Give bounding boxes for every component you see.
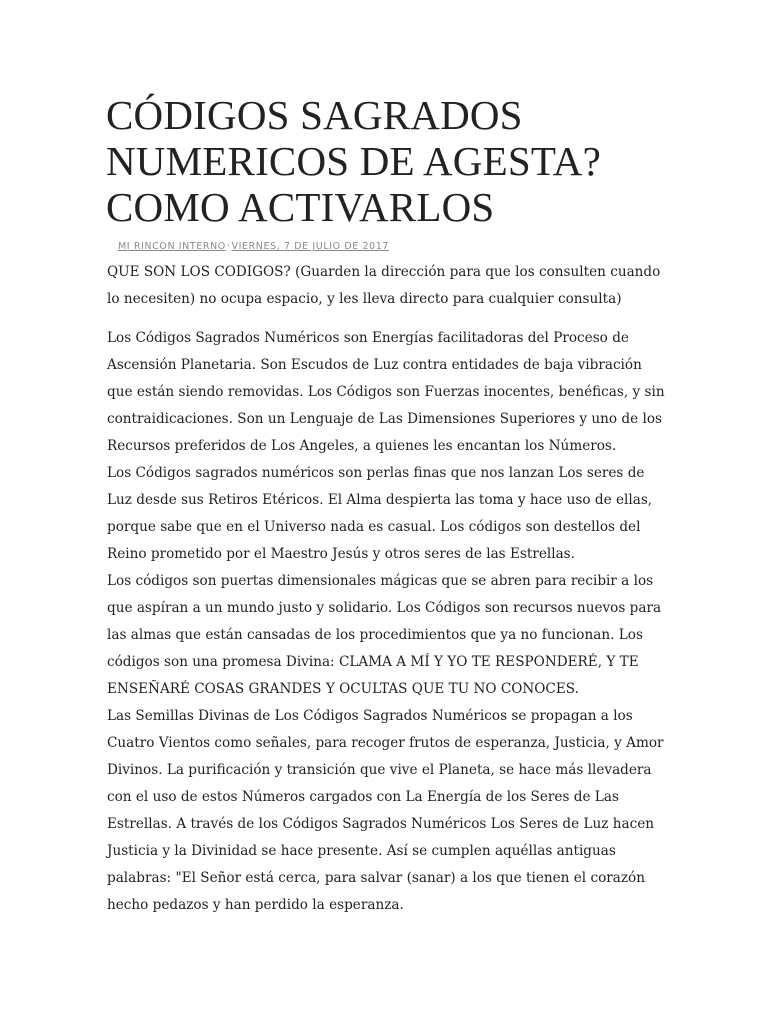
text-line: Las Semillas Divinas de Los Códigos Sagrados Numéricos se propagan a los: [107, 708, 633, 724]
author-link[interactable]: MI RINCON INTERNO: [118, 241, 226, 252]
text-line: ENSEÑARÉ COSAS GRANDES Y OCULTAS QUE TU NO CONOCES.: [107, 681, 579, 697]
text-line: Los Códigos sagrados numéricos son perlas finas que nos lanzan Los seres de: [107, 465, 645, 481]
text-line: Justicia y la Divinidad se hace presente. Así se cumplen aquéllas antiguas: [107, 843, 616, 859]
text-line: Cuatro Vientos como señales, para recoger frutos de esperanza, Justicia, y Amor: [107, 735, 664, 751]
text-line: Recursos preferidos de Los Angeles, a quienes les encantan los Números.: [107, 438, 617, 454]
text-line: que están siendo removidas. Los Códigos son Fuerzas inocentes, benéficas, y sin: [107, 384, 665, 400]
text-line: códigos son una promesa Divina: CLAMA A MÍ Y YO TE RESPONDERÉ, Y TE: [107, 654, 639, 670]
text-line: Reino prometido por el Maestro Jesús y otros seres de las Estrellas.: [107, 546, 575, 562]
text-line: porque sabe que en el Universo nada es casual. Los códigos son destellos del: [107, 519, 641, 535]
text-line: palabras: "El Señor está cerca, para salvar (sanar) a los que tienen el corazón: [107, 870, 645, 886]
article-title: [106, 92, 706, 230]
title-line: NUMERICOS DE AGESTA?: [106, 138, 601, 184]
title-line: COMO ACTIVARLOS: [106, 184, 495, 230]
paragraph-gap: [107, 313, 667, 325]
date-link[interactable]: VIERNES, 7 DE JULIO DE 2017: [231, 241, 390, 252]
text-line: contraidicaciones. Son un Lenguaje de Las Dimensiones Superiores y uno de los: [107, 411, 662, 427]
text-line: QUE SON LOS CODIGOS? (Guarden la dirección para que los consulten cuando: [107, 264, 661, 280]
text-line: hecho pedazos y han perdido la esperanza.: [107, 897, 404, 913]
text-line: Estrellas. A través de los Códigos Sagrados Numéricos Los Seres de Luz hacen: [107, 816, 655, 832]
text-line: Ascensión Planetaria. Son Escudos de Luz contra entidades de baja vibración: [107, 357, 642, 373]
text-line: Los códigos son puertas dimensionales mágicas que se abren para recibir a los: [107, 573, 654, 589]
meta-separator: ·: [226, 241, 231, 252]
title-line: CÓDIGOS SAGRADOS: [106, 92, 523, 138]
text-line: con el uso de estos Números cargados con La Energía de los Seres de Las: [107, 789, 619, 805]
text-line: Divinos. La purificación y transición que vive el Planeta, se hace más llevadera: [107, 762, 652, 778]
article-body: [107, 259, 667, 919]
post-meta: [118, 241, 389, 253]
text-line: Los Códigos Sagrados Numéricos son Energías facilitadoras del Proceso de: [107, 330, 629, 346]
text-line: las almas que están cansadas de los procedimientos que ya no funcionan. Los: [107, 627, 643, 643]
intro-paragraph: [107, 259, 667, 313]
main-paragraph: [107, 325, 667, 919]
text-line: que aspíran a un mundo justo y solidario. Los Códigos son recursos nuevos para: [107, 600, 662, 616]
text-line: lo necesiten) no ocupa espacio, y les lleva directo para cualquier consulta): [107, 291, 622, 307]
text-line: Luz desde sus Retiros Etéricos. El Alma despierta las toma y hace uso de ellas,: [107, 492, 653, 508]
